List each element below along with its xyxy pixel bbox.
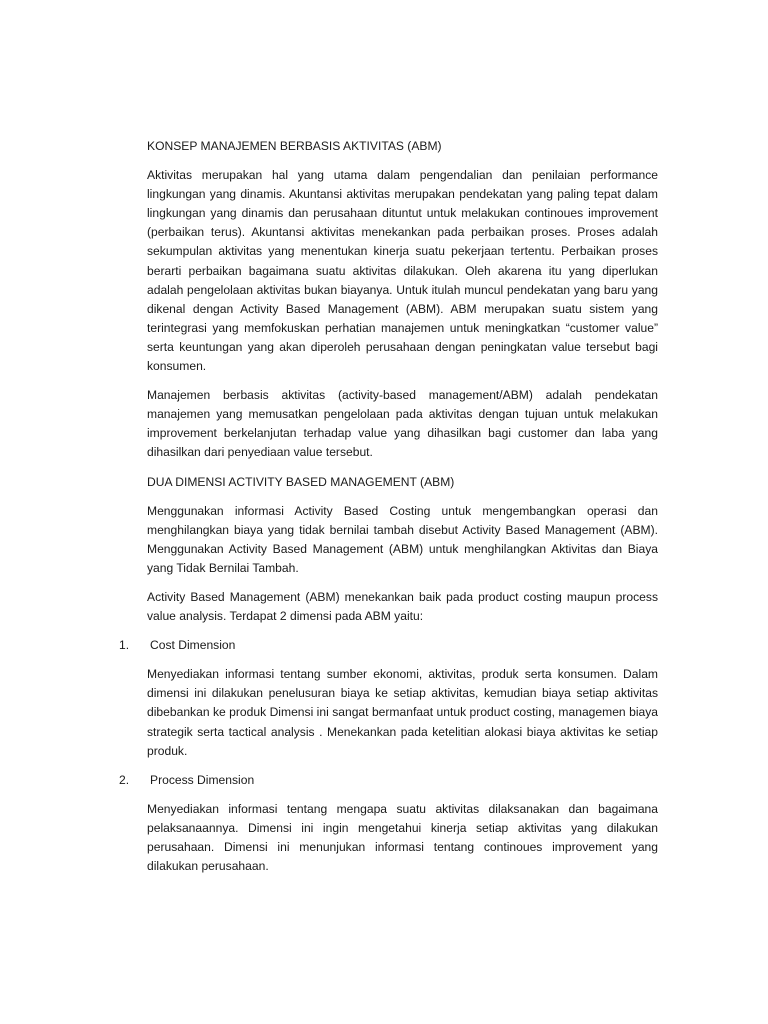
list-number: 2.	[119, 772, 130, 787]
heading-dua-dimensi: DUA DIMENSI ACTIVITY BASED MANAGEMENT (ABM)	[147, 474, 455, 489]
paragraph-activity-based-costing: Menggunakan informasi Activity Based Costing untuk mengembangkan operasi dan menghilangkan biaya yang tidak bernilai tambah disebut Activity Based Management (ABM). Menggunakan Activity Based Management (ABM) untuk menghilangkan Aktivitas dan Biaya yang Tidak Bernilai Tambah.	[147, 503, 658, 575]
list-number: 1.	[119, 638, 130, 653]
list-item-title: Cost Dimension	[150, 638, 236, 653]
document-body	[119, 137, 658, 886]
paragraph-product-costing: Activity Based Management (ABM) menekankan baik pada product costing maupun process value analysis. Terdapat 2 dimensi pada ABM yaitu:	[147, 589, 658, 624]
paragraph-manajemen-berbasis-aktivitas: Manajemen berbasis aktivitas (activity-based management/ABM) adalah pendekatan manajemen yang memusatkan pengelolaan pada aktivitas dengan tujuan untuk melakukan improvement berkelanjutan terhadap value yang dihasilkan bagi customer dan laba yang dihasilkan dari penyediaan value tersebut.	[147, 388, 658, 460]
list-item-cost-dimension	[119, 636, 658, 655]
paragraph-process-dimension: Menyediakan informasi tentang mengapa suatu aktivitas dilaksanakan dan bagaimana pelaksanaannya. Dimensi ini ingin mengetahui kinerja setiap aktivitas yang dilakukan perusahaan. Dimensi ini menunjukan informasi tentang continoues improvement yang dilakukan perusahaan.	[147, 801, 658, 874]
heading-konsep-abm: KONSEP MANAJEMEN BERBASIS AKTIVITAS (ABM)	[147, 139, 442, 153]
paragraph-aktivitas: Aktivitas merupakan hal yang utama dalam pengendalian dan penilaian performance lingkungan yang dinamis. Akuntansi aktivitas merupakan pendekatan yang paling tepat dalam lingkungan yang dinamis dan perusahaan dituntut untuk melakukan continoues improvement (perbaikan terus). Akuntansi aktivitas menekankan pada perbaikan proses. Proses adalah sekumpulan aktivitas yang menentukan kinerja suatu pekerjaan tertentu. Perbaikan proses berarti perbaikan bagaimana suatu aktivitas dilakukan. Oleh akarena itu yang diperlukan adalah pengelolaan aktivitas bukan biayanya. Untuk itulah muncul pendekatan yang baru yang dikenal dengan Activity Based Management (ABM). ABM merupakan suatu sistem yang terintegrasi yang memfokuskan perhatian manajemen untuk meningkatkan “customer value” serta keuntungan yang akan diperoleh perusahaan dengan peningkatan value tersebut bagi konsumen.	[147, 168, 658, 374]
list-item-title: Process Dimension	[150, 772, 255, 787]
list-item-process-dimension	[119, 771, 658, 790]
paragraph-cost-dimension: Menyediakan informasi tentang sumber ekonomi, aktivitas, produk serta konsumen. Dalam dimensi ini dilakukan penelusuran biaya ke setiap aktivitas, kemudian biaya setiap aktivitas dibebankan ke produk Dimensi ini sangat bermanfaat untuk product costing, managemen biaya strategik serta tactical analysis . Menekankan pada ketelitian alokasi biaya aktivitas ke setiap produk.	[147, 667, 658, 758]
